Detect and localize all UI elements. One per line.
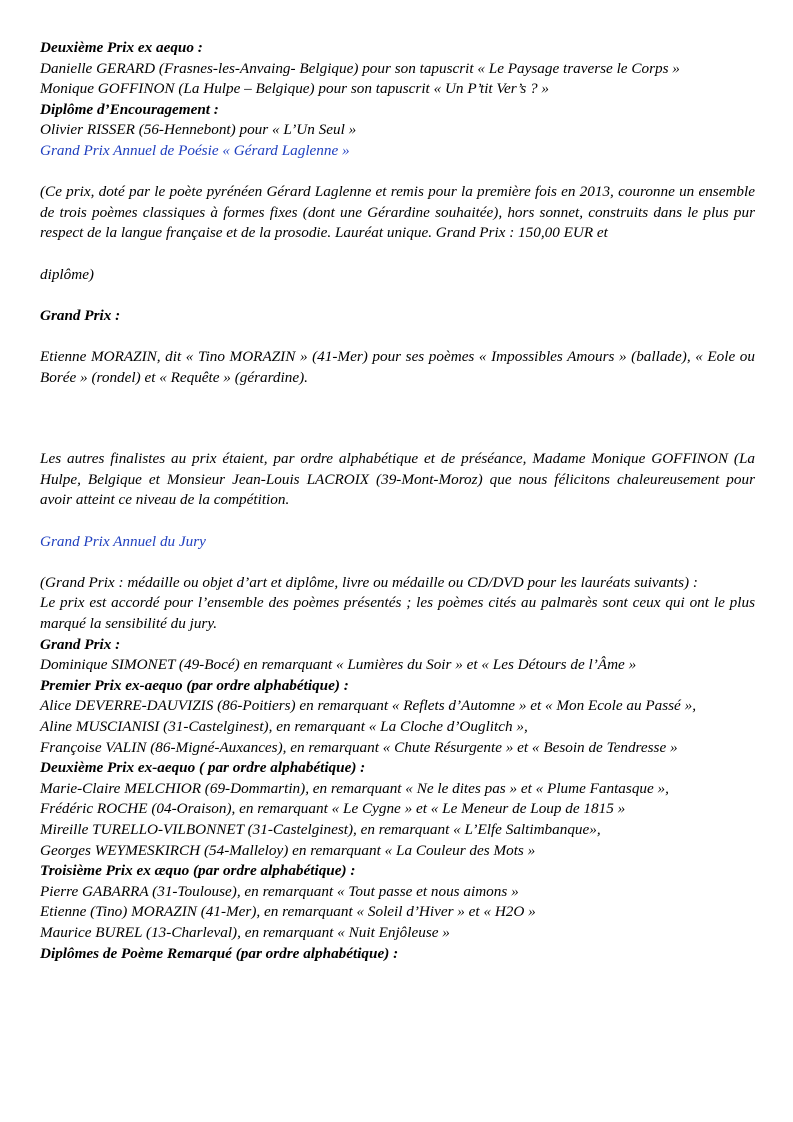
link-grand-prix-jury[interactable]: Grand Prix Annuel du Jury (40, 532, 206, 550)
heading-grand-prix: Grand Prix : (40, 306, 121, 324)
finalistes-paragraph: Les autres finalistes au prix étaient, par ordre alphabétique et de préséance, Madame Monique GOFFINON (La Hulpe, Belgique et Monsieur Jean-Louis LACROIX (39-Mont-Moroz) que nous félicitons chaleureusement pour avoir atteint ce niveau de la compétition. (40, 450, 755, 509)
spacer (40, 388, 755, 429)
heading-deuxieme-prix-jury: Deuxième Prix ex-aequo ( par ordre alphabétique) : (40, 759, 366, 777)
heading-diplomes-remarque: Diplômes de Poème Remarqué (par ordre alphabétique) : (40, 944, 399, 962)
spacer (40, 429, 755, 449)
spacer (40, 244, 755, 265)
heading-premier-prix: Premier Prix ex-aequo (par ordre alphabétique) : (40, 676, 349, 694)
link-grand-prix-poesie[interactable]: Grand Prix Annuel de Poésie « Gérard Laglenne » (40, 141, 350, 159)
laureate-valin: Françoise VALIN (86-Migné-Auxances), en remarquant « Chute Résurgente » et « Besoin de Tendresse » (40, 738, 678, 756)
heading-troisieme-prix: Troisième Prix ex æquo (par ordre alphabétique) : (40, 862, 356, 880)
laureate-burel: Maurice BUREL (13-Charleval), en remarquant « Nuit Enjôleuse » (40, 923, 450, 941)
jury-description: (Grand Prix : médaille ou objet d’art et diplôme, livre ou médaille ou CD/DVD pour les lauréats suivants) : (40, 573, 698, 591)
laureate-gerard: Danielle GERARD (Frasnes-les-Anvaing- Belgique) pour son tapuscrit « Le Paysage traverse le Corps » (40, 59, 680, 77)
laureate-melchior: Marie-Claire MELCHIOR (69-Dommartin), en remarquant « Ne le dites pas » et « Plume Fantasque », (40, 779, 669, 797)
laureate-deverre: Alice DEVERRE-DAUVIZIS (86-Poitiers) en remarquant « Reflets d’Automne » et « Mon Ecole au Passé », (40, 697, 696, 715)
laureate-risser: Olivier RISSER (56-Hennebont) pour « L’Un Seul » (40, 121, 357, 139)
spacer (40, 162, 755, 183)
spacer (40, 326, 755, 347)
heading-grand-prix-jury: Grand Prix : (40, 635, 121, 653)
laureate-simonet: Dominique SIMONET (49-Bocé) en remarquant « Lumières du Soir » et « Les Détours de l’Âme » (40, 656, 637, 674)
document-page (40, 38, 755, 964)
laureate-turello: Mireille TURELLO-VILBONNET (31-Castelginest), en remarquant « L’Elfe Saltimbanque», (40, 820, 601, 838)
jury-rule: Le prix est accordé pour l’ensemble des poèmes présentés ; les poèmes cités au palmarès sont ceux qui ont le plus marqué la sensibilité du jury. (40, 594, 755, 633)
laureate-morazin-soleil: Etienne (Tino) MORAZIN (41-Mer), en remarquant « Soleil d’Hiver » et « H2O » (40, 903, 536, 921)
laureate-goffinon: Monique GOFFINON (La Hulpe – Belgique) pour son tapuscrit « Un P’tit Ver’s ? » (40, 80, 550, 98)
spacer (40, 511, 755, 532)
poesie-description-end: diplôme) (40, 265, 94, 283)
spacer (40, 552, 755, 573)
heading-diplome-encouragement: Diplôme d’Encouragement : (40, 100, 219, 118)
laureate-morazin: Etienne MORAZIN, dit « Tino MORAZIN » (41-Mer) pour ses poèmes « Impossibles Amours » (ballade), « Eole ou Borée » (rondel) et « Requête » (gérardine). (40, 347, 755, 386)
laureate-gabarra: Pierre GABARRA (31-Toulouse), en remarquant « Tout passe et nous aimons » (40, 882, 519, 900)
laureate-roche: Frédéric ROCHE (04-Oraison), en remarquant « Le Cygne » et « Le Meneur de Loup de 1815 » (40, 800, 626, 818)
laureate-weymeskirch: Georges WEYMESKIRCH (54-Malleloy) en remarquant « La Couleur des Mots » (40, 841, 536, 859)
poesie-description: (Ce prix, doté par le poète pyrénéen Gérard Laglenne et remis pour la première fois en 2013, couronne un ensemble de trois poèmes classiques à formes fixes (dont une Gérardine souhaitée), hors sonnet, construits dans le plus pur respect de la langue française et de la prosodie. Lauréat unique. Grand Prix : 150,00 EUR et (40, 183, 755, 242)
heading-deuxieme-prix: Deuxième Prix ex aequo : (40, 39, 203, 56)
laureate-muscianisi: Aline MUSCIANISI (31-Castelginest), en remarquant « La Cloche d’Ouglitch », (40, 718, 528, 735)
spacer (40, 285, 755, 306)
